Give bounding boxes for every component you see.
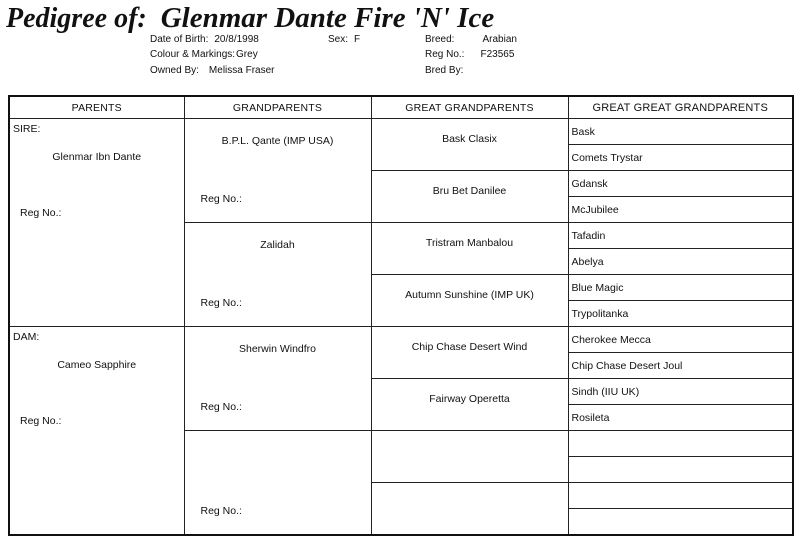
ggg-8: Trypolitanka: [568, 301, 793, 327]
breed-value: Arabian: [482, 34, 517, 45]
colour-value: Grey: [236, 49, 258, 60]
ggg-4: McJubilee: [568, 197, 793, 223]
sire-name: Glenmar Ibn Dante: [52, 151, 142, 163]
regno-label: Reg No.:: [425, 49, 465, 60]
grandparent-reg-label: Reg No.:: [200, 297, 242, 309]
ggg-2: Comets Trystar: [568, 145, 793, 171]
sex-field: [328, 34, 360, 45]
grandparent-reg-label: Reg No.:: [200, 193, 242, 205]
bred-label: Bred By:: [425, 65, 464, 76]
ggg-15: [568, 483, 793, 509]
regno-field: [425, 49, 514, 60]
colour-label: Colour & Markings:: [150, 49, 236, 60]
great-grandparent-2-cell: [371, 171, 568, 223]
grandparent-2-cell: [184, 223, 371, 327]
breed-field: [425, 34, 517, 45]
grandparent-3-cell: [184, 327, 371, 431]
dob-field: [150, 34, 259, 45]
owned-field: [150, 65, 275, 76]
dam-cell: [9, 327, 184, 536]
dam-label: DAM:: [13, 331, 40, 343]
pedigree-label: Pedigree of:: [6, 3, 147, 34]
grandparent-reg-label: Reg No.:: [200, 401, 242, 413]
great-grandparent-name: Chip Chase Desert Wind: [411, 341, 528, 353]
breed-label: Breed:: [425, 34, 455, 45]
ggg-13: [568, 431, 793, 457]
dam-name: Cameo Sapphire: [57, 359, 137, 371]
dob-label: Date of Birth:: [150, 34, 209, 45]
ggg-12: Rosileta: [568, 405, 793, 431]
great-grandparent-5-cell: [371, 327, 568, 379]
great-grandparent-name: Bask Clasix: [442, 133, 497, 145]
grandparent-4-cell: [184, 431, 371, 536]
owned-label: Owned By:: [150, 65, 199, 76]
grandparent-name: Zalidah: [260, 239, 295, 251]
horse-name: Glenmar Dante Fire 'N' Ice: [160, 2, 495, 34]
ggg-10: Chip Chase Desert Joul: [568, 353, 793, 379]
great-grandparent-8-cell: [371, 483, 568, 536]
col-grandparents: GRANDPARENTS: [184, 96, 371, 119]
ggg-7: Blue Magic: [568, 275, 793, 301]
sire-reg-label: Reg No.:: [20, 207, 62, 219]
pedigree-table: [8, 95, 794, 536]
sire-label: SIRE:: [13, 123, 41, 135]
ggg-14: [568, 457, 793, 483]
colour-field: [150, 49, 258, 60]
great-grandparent-3-cell: [371, 223, 568, 275]
bred-field: [425, 65, 469, 76]
pedigree-title: [6, 2, 494, 35]
ggg-6: Abelya: [568, 249, 793, 275]
ggg-1: Bask: [568, 119, 793, 145]
great-grandparent-name: Autumn Sunshine (IMP UK): [405, 289, 534, 301]
sire-cell: [9, 119, 184, 327]
grandparent-name: B.P.L. Qante (IMP USA): [221, 135, 334, 147]
grandparent-reg-label: Reg No.:: [200, 505, 242, 517]
ggg-11: Sindh (IIU UK): [568, 379, 793, 405]
owned-value: Melissa Fraser: [208, 65, 275, 76]
header-row: [9, 96, 793, 119]
great-grandparent-6-cell: [371, 379, 568, 431]
great-grandparent-1-cell: [371, 119, 568, 171]
sex-value: F: [354, 34, 361, 45]
col-great-great-grandparents: GREAT GREAT GRANDPARENTS: [568, 96, 793, 119]
ggg-5: Tafadin: [568, 223, 793, 249]
sex-label: Sex:: [328, 34, 349, 45]
col-great-grandparents: GREAT GRANDPARENTS: [371, 96, 568, 119]
ggg-9: Cherokee Mecca: [568, 327, 793, 353]
regno-value: F23565: [480, 49, 515, 60]
ggg-3: Gdansk: [568, 171, 793, 197]
dob-value: 20/8/1998: [214, 34, 259, 45]
dam-reg-label: Reg No.:: [20, 415, 62, 427]
great-grandparent-name: Bru Bet Danilee: [432, 185, 507, 197]
col-parents: PARENTS: [9, 96, 184, 119]
great-grandparent-4-cell: [371, 275, 568, 327]
grandparent-1-cell: [184, 119, 371, 223]
great-grandparent-7-cell: [371, 431, 568, 483]
ggg-16: [568, 509, 793, 536]
great-grandparent-name: Fairway Operetta: [429, 393, 510, 405]
great-grandparent-name: Tristram Manbalou: [425, 237, 514, 249]
grandparent-name: Sherwin Windfro: [238, 343, 317, 355]
